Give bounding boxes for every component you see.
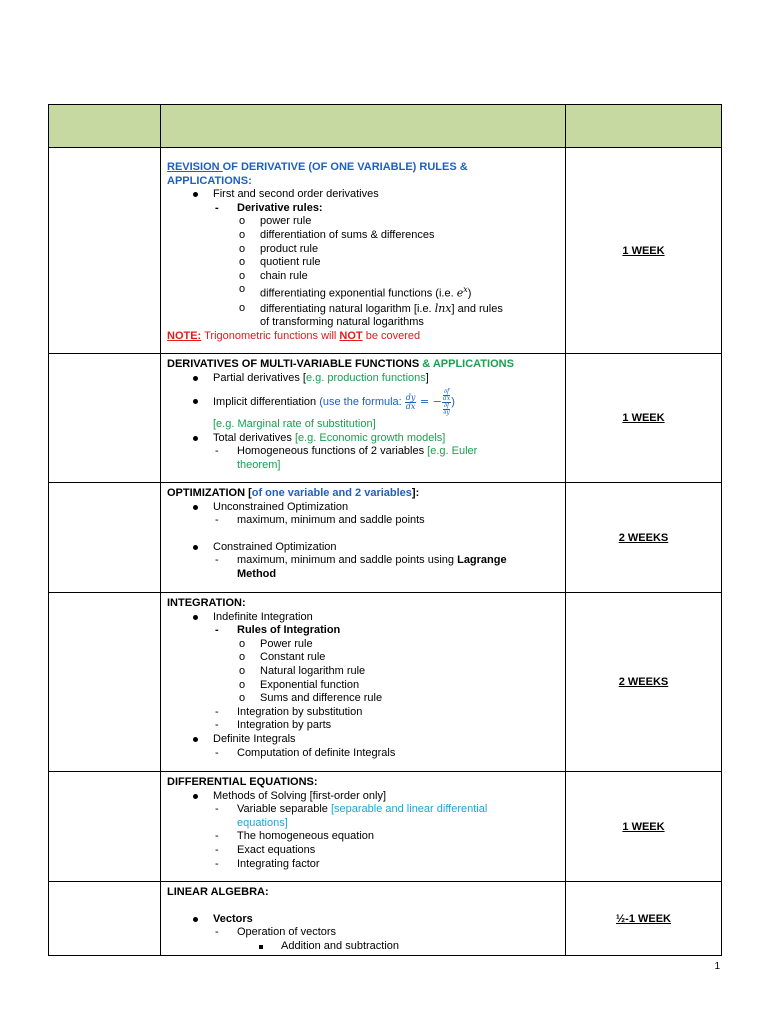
list-item: o differentiating natural logarithm [i.e. lnx] and rules: [239, 301, 503, 315]
bullet-icon: [193, 505, 198, 510]
dash-icon: -: [215, 843, 219, 856]
list-item: - Homogeneous functions of 2 variables [e.g. Euler: [215, 445, 478, 458]
list-item: - Derivative rules:: [215, 201, 323, 214]
circle-bullet-icon: o: [239, 283, 246, 296]
topic-cell: [161, 593, 566, 772]
list-item-continuation: of transforming natural logarithms: [260, 316, 424, 329]
note-text: NOTE: Trigonometric functions will NOT be covered: [167, 329, 421, 342]
topic-title: INTEGRATION:: [167, 597, 246, 609]
list-item: Partial derivatives [e.g. production functions]: [167, 372, 559, 386]
row-label-cell: [49, 354, 161, 483]
circle-bullet-icon: o: [239, 269, 246, 282]
list-item-continuation: [e.g. Marginal rate of substitution]: [213, 418, 376, 431]
list-item: - Integration by substitution: [215, 705, 363, 718]
header-cell-2: [161, 105, 566, 148]
list-item: o power rule: [239, 215, 312, 228]
dash-icon: -: [215, 857, 219, 870]
table-header-row: [49, 105, 722, 148]
bullet-icon: [193, 794, 198, 799]
page-number: 1: [714, 961, 720, 972]
list-item: o Constant rule: [239, 651, 326, 664]
duration-cell: 2 WEEKS: [566, 593, 722, 772]
syllabus-table: [48, 104, 722, 956]
duration-cell: ½-1 WEEK: [566, 882, 722, 956]
circle-bullet-icon: o: [239, 651, 246, 664]
list-item: Vectors: [167, 913, 559, 927]
header-cell-3: [566, 105, 722, 148]
bullet-icon: [193, 192, 198, 197]
list-item: - Operation of vectors: [215, 926, 337, 939]
dash-icon: -: [215, 554, 219, 567]
topic-title: DERIVATIVES OF MULTI-VARIABLE FUNCTIONS & APPLICATIONS: [167, 358, 514, 370]
list-item: Implicit differentiation (use the formula: $\frac{dy}{dx}$ = − $\frac{\frac{\partial f}{dx}}{\frac{\partial f}{\partial y}}$ ): [167, 385, 559, 418]
dash-icon: -: [215, 514, 219, 527]
list-item: - Exact equations: [215, 843, 316, 856]
topic-cell: [161, 772, 566, 882]
row-label-cell: [49, 772, 161, 882]
circle-bullet-icon: o: [239, 242, 246, 255]
circle-bullet-icon: o: [239, 301, 246, 314]
list-item: - maximum, minimum and saddle points: [215, 514, 425, 527]
circle-bullet-icon: o: [239, 215, 246, 228]
list-item: Indefinite Integration: [167, 611, 559, 625]
duration-cell: 1 WEEK: [566, 354, 722, 483]
list-item: o Power rule: [239, 637, 313, 650]
list-item: Definite Integrals: [167, 733, 559, 747]
topic-title: DIFFERENTIAL EQUATIONS:: [167, 776, 318, 788]
dash-icon: -: [215, 201, 219, 214]
bullet-icon: [193, 436, 198, 441]
circle-bullet-icon: o: [239, 228, 246, 241]
topic-title: LINEAR ALGEBRA:: [167, 886, 269, 898]
list-item-continuation: equations]: [237, 816, 288, 829]
list-item: o Exponential function: [239, 678, 360, 691]
topic-cell: [161, 354, 566, 483]
dash-icon: -: [215, 830, 219, 843]
table-row: [49, 772, 722, 882]
list-item: - The homogeneous equation: [215, 830, 374, 843]
topic-title: REVISION OF DERIVATIVE (OF ONE VARIABLE) RULES &: [167, 161, 468, 173]
dash-icon: -: [215, 803, 219, 816]
bullet-icon: [193, 545, 198, 550]
table-row: [49, 593, 722, 772]
square-bullet-icon: [259, 945, 263, 949]
list-item: - Computation of definite Integrals: [215, 746, 396, 759]
row-label-cell: [49, 148, 161, 354]
table-row: [49, 882, 722, 956]
dash-icon: -: [215, 445, 219, 458]
table-row: [49, 483, 722, 593]
list-item: o product rule: [239, 242, 319, 255]
row-label-cell: [49, 483, 161, 593]
list-item: - Integration by parts: [215, 719, 332, 732]
duration-cell: 1 WEEK: [566, 148, 722, 354]
list-item: Addition and subtraction: [167, 940, 559, 954]
dash-icon: -: [215, 746, 219, 759]
bullet-icon: [193, 917, 198, 922]
list-item: Methods of Solving [first-order only]: [167, 790, 559, 804]
list-item: - Integrating factor: [215, 857, 320, 870]
circle-bullet-icon: o: [239, 256, 246, 269]
list-item: o differentiation of sums & differences: [239, 228, 435, 241]
list-item: Unconstrained Optimization: [167, 501, 559, 515]
topic-cell: [161, 148, 566, 354]
header-cell-1: [49, 105, 161, 148]
dash-icon: -: [215, 719, 219, 732]
topic-title: OPTIMIZATION [of one variable and 2 variables]:: [167, 487, 420, 499]
list-item: First and second order derivatives: [167, 188, 559, 202]
list-item-continuation: Method: [237, 567, 277, 580]
list-item: o differentiating exponential functions (i.e. $e^x$): [239, 283, 472, 300]
list-item: Total derivatives [e.g. Economic growth models]: [167, 432, 559, 446]
row-label-cell: [49, 593, 161, 772]
table-row: [49, 354, 722, 483]
row-label-cell: [49, 882, 161, 956]
list-item: - maximum, minimum and saddle points using Lagrange: [215, 554, 507, 567]
table-row: [49, 148, 722, 354]
topic-cell: [161, 483, 566, 593]
list-item: - Variable separable [separable and linear differential: [215, 803, 488, 816]
list-item: o chain rule: [239, 269, 308, 282]
list-item: Constrained Optimization: [167, 541, 559, 555]
duration-cell: 1 WEEK: [566, 772, 722, 882]
bullet-icon: [193, 376, 198, 381]
list-item: - Rules of Integration: [215, 624, 341, 637]
bullet-icon: [193, 399, 198, 404]
dash-icon: -: [215, 624, 219, 637]
dash-icon: -: [215, 705, 219, 718]
bullet-icon: [193, 737, 198, 742]
dash-icon: -: [215, 926, 219, 939]
list-item: o Natural logarithm rule: [239, 664, 366, 677]
duration-cell: 2 WEEKS: [566, 483, 722, 593]
circle-bullet-icon: o: [239, 692, 246, 705]
list-item: o quotient rule: [239, 256, 321, 269]
circle-bullet-icon: o: [239, 678, 246, 691]
list-item-continuation: theorem]: [237, 458, 281, 471]
circle-bullet-icon: o: [239, 637, 246, 650]
list-item: o Sums and difference rule: [239, 692, 383, 705]
topic-title-line2: APPLICATIONS:: [167, 174, 252, 187]
bullet-icon: [193, 615, 198, 620]
topic-cell: [161, 882, 566, 956]
circle-bullet-icon: o: [239, 664, 246, 677]
